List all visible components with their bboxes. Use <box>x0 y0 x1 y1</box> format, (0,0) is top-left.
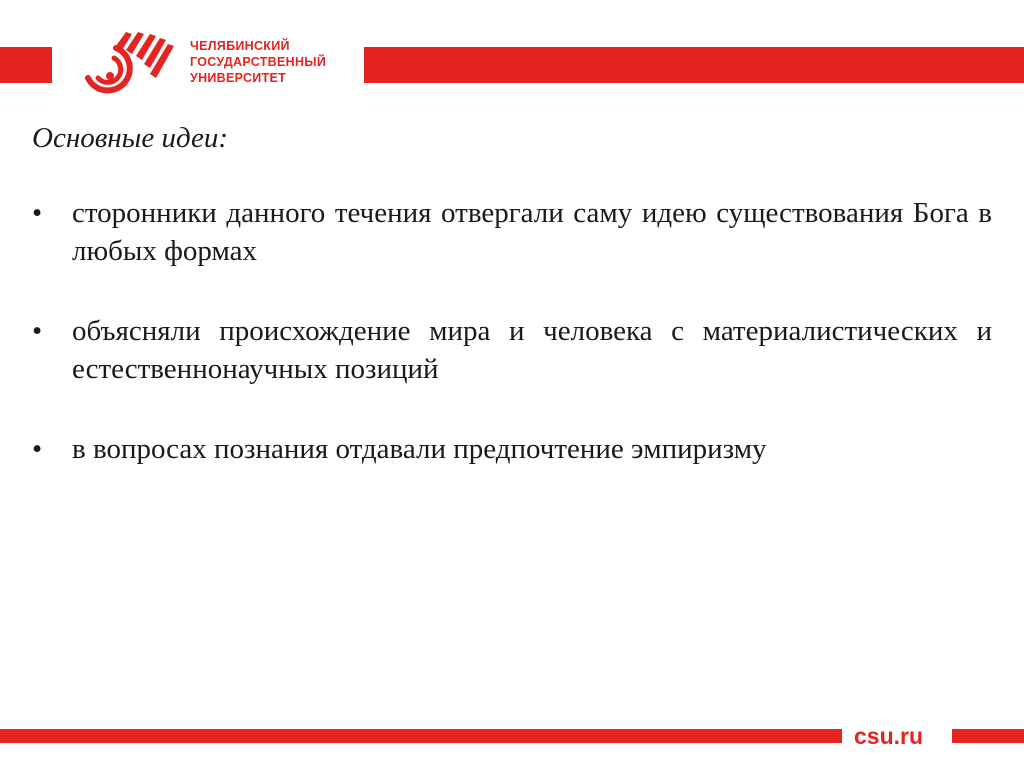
slide-heading: Основные идеи: <box>32 122 228 154</box>
bullet-item-1 <box>32 194 992 270</box>
bullet-symbol: • <box>32 315 43 347</box>
bullet-symbol: • <box>32 197 43 229</box>
bullet-text: сторонники данного течения отвергали саму идею существования Бога в любых формах <box>72 197 992 267</box>
csu-spiral-logo-icon <box>80 30 180 98</box>
logo-line-1: ЧЕЛЯБИНСКИЙ <box>190 39 290 53</box>
university-logo <box>80 30 370 100</box>
bullet-item-3 <box>32 430 992 468</box>
top-accent-bar-left <box>0 47 52 83</box>
university-name <box>190 38 326 86</box>
bullet-text: в вопросах познания отдавали предпочтение эмпиризму <box>72 433 767 465</box>
logo-line-2: ГОСУДАРСТВЕННЫЙ <box>190 55 327 69</box>
site-url: csu.ru <box>854 723 924 749</box>
logo-line-3: УНИВЕРСИТЕТ <box>190 71 287 85</box>
bullet-symbol: • <box>32 433 43 465</box>
bottom-accent-bar-left <box>0 729 842 743</box>
slide-content <box>32 118 992 510</box>
top-accent-bar-right <box>364 47 1024 83</box>
bullet-item-2 <box>32 312 992 388</box>
bottom-accent-bar-right <box>952 729 1024 743</box>
bullet-list <box>32 194 992 468</box>
bullet-text: объясняли происхождение мира и человека с материалистических и естественнонаучных позиций <box>72 315 992 385</box>
